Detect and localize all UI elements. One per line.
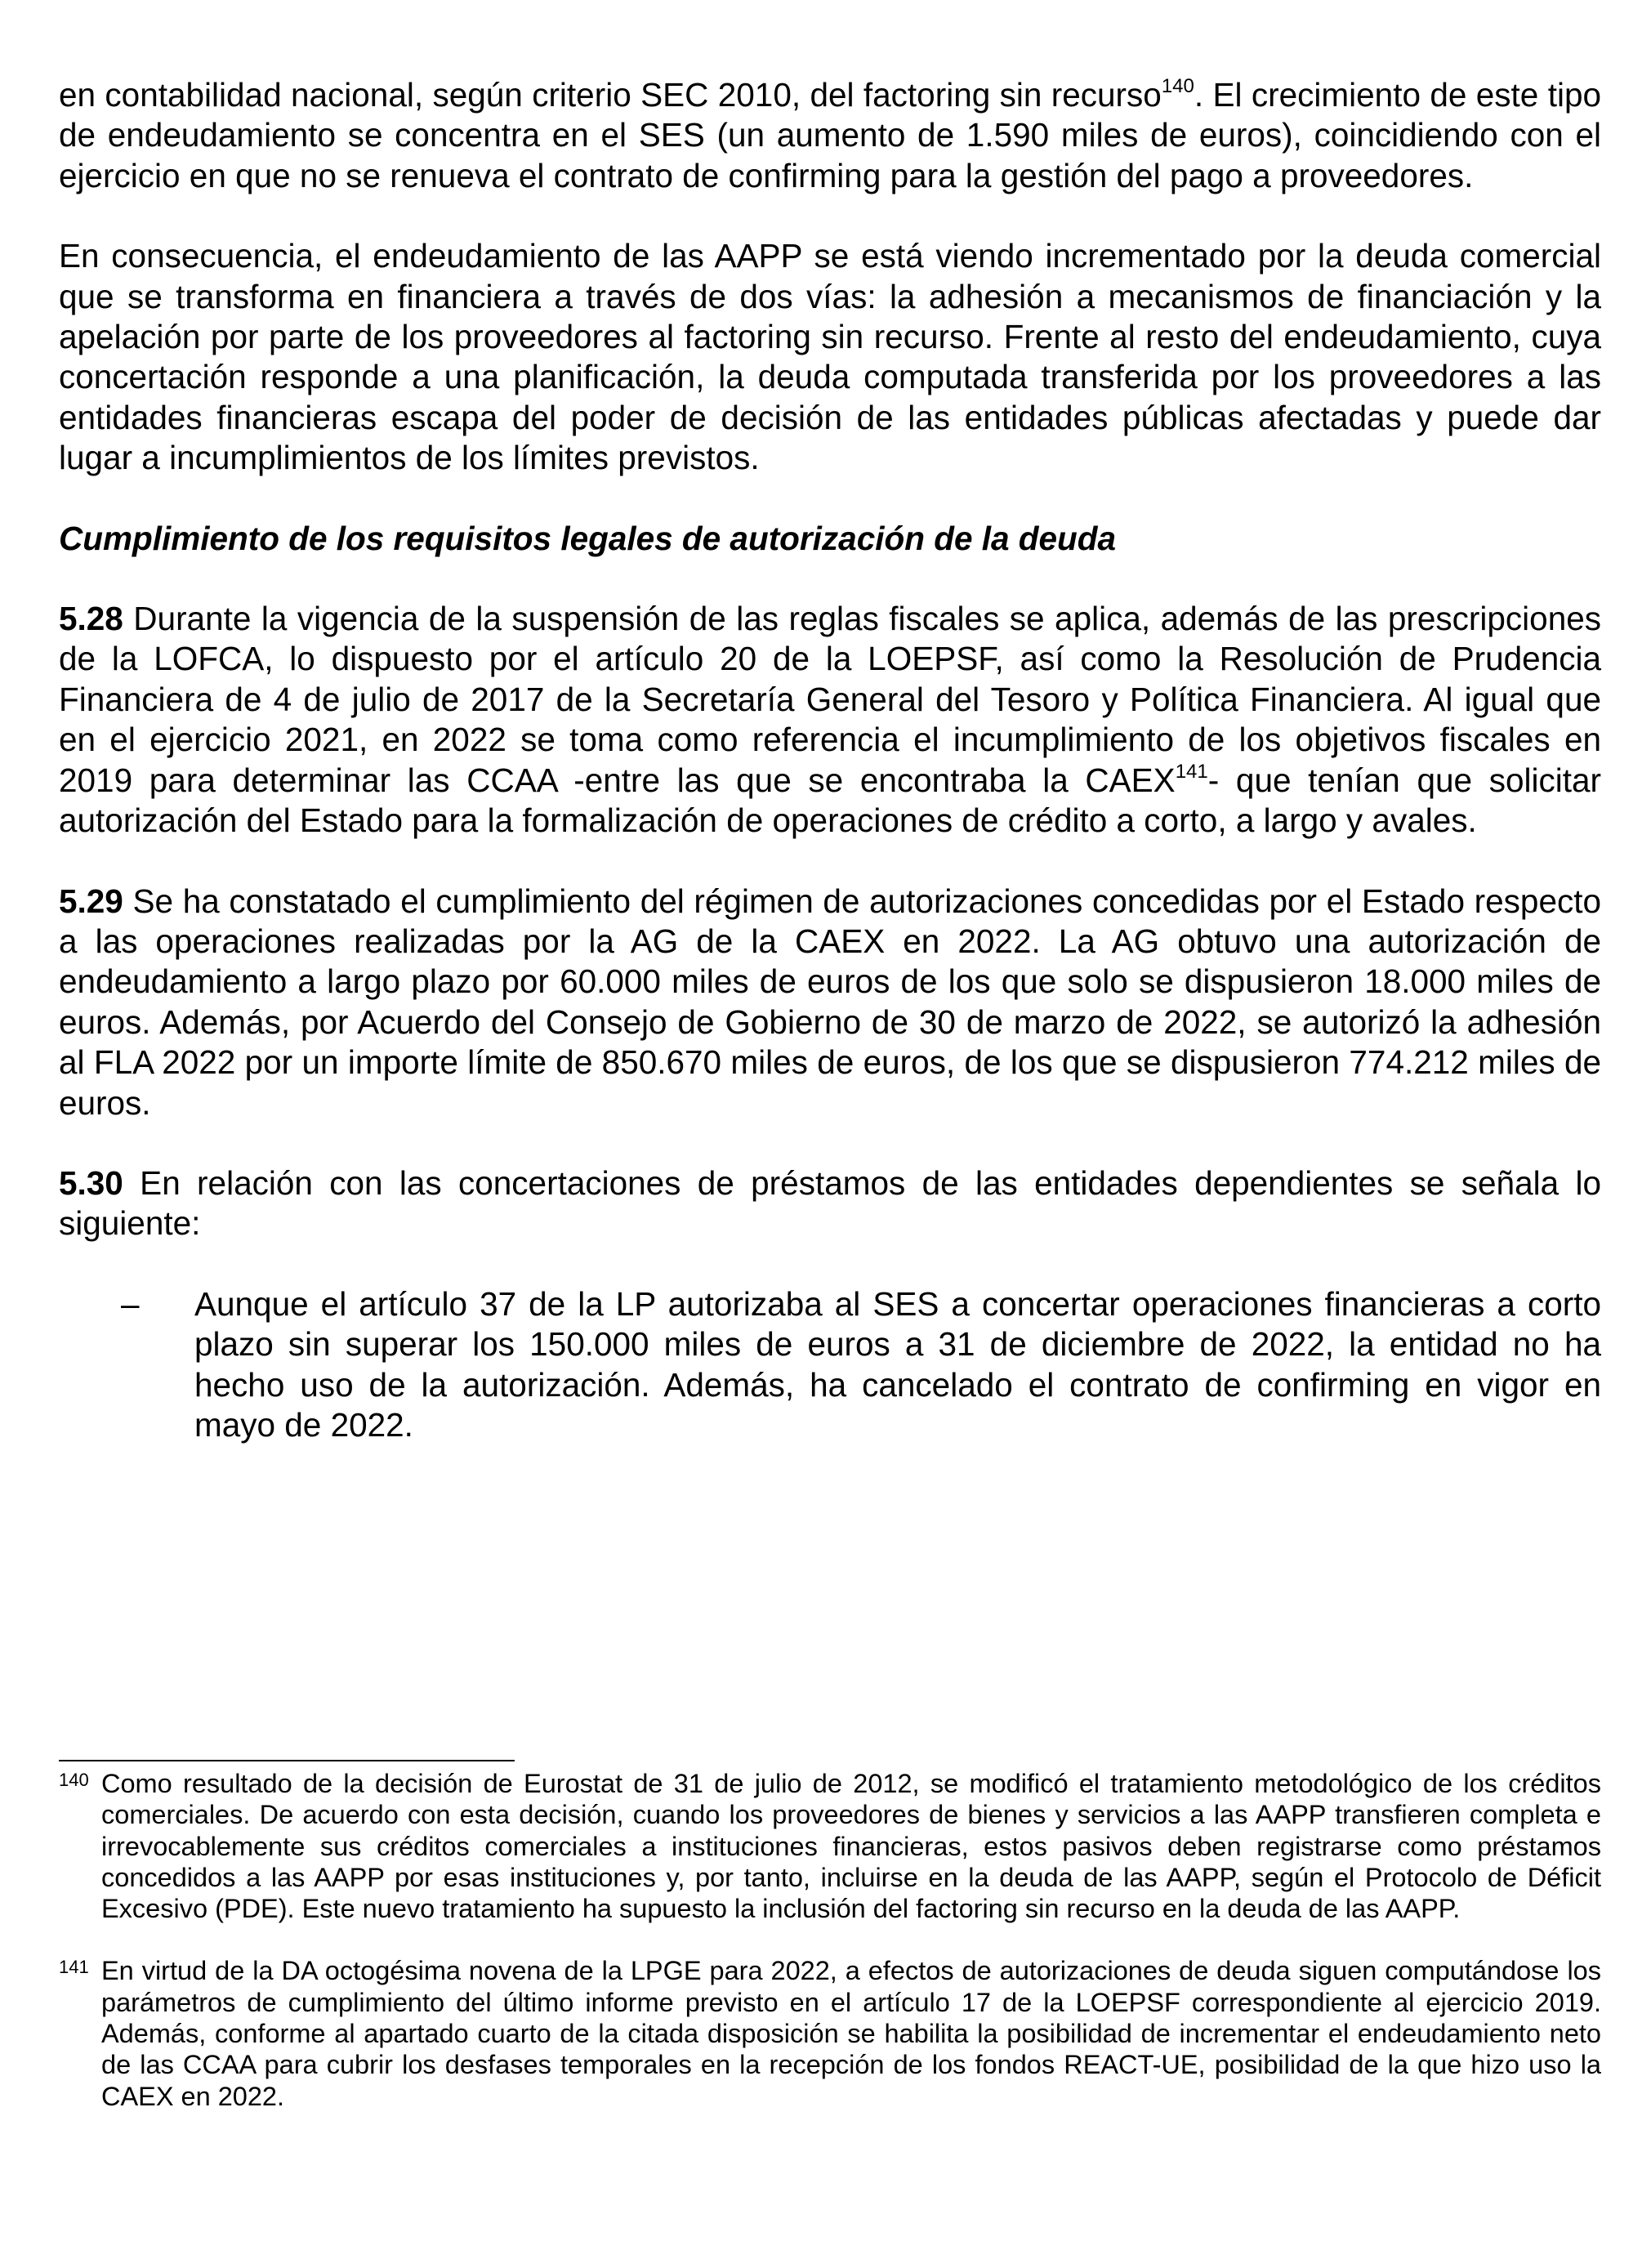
footnote-text: En virtud de la DA octogésima novena de la LPGE para 2022, a efectos de autorizaciones de deuda siguen computándose los parámetros de cumplimiento del último informe previsto en el artículo 17 de la LOEPSF correspondiente al ejercicio 2019. Además, conforme al apartado cuarto de la citada disposición se habilita la posibilidad de incrementar el endeudamiento neto de las CCAA para cubrir los desfases temporales en la recepción de los fondos REACT-UE, posibilidad de la que hizo uso la CAEX en 2022. xyxy=(101,1956,1601,2111)
spacer xyxy=(59,842,1601,882)
paragraph-text: en contabilidad nacional, según criterio SEC 2010, del factoring sin recurso xyxy=(59,76,1162,114)
spacer xyxy=(59,559,1601,599)
section-heading: Cumplimiento de los requisitos legales de autorización de la deuda xyxy=(59,519,1117,557)
paragraph-5-29 xyxy=(59,882,1601,1123)
footnote-140 xyxy=(59,1768,1601,1924)
paragraph-number: 5.30 xyxy=(59,1163,123,1202)
spacer xyxy=(59,479,1601,519)
document-body xyxy=(59,75,1601,1445)
paragraph-5-30 xyxy=(59,1163,1601,1244)
paragraph-text: - que tenían que solicitar autorización del Estado para la formalización de operaciones de crédito a corto, a largo y avales. xyxy=(59,761,1601,840)
paragraph-number: 5.28 xyxy=(59,600,123,638)
footnotes xyxy=(59,1768,1601,2112)
footnote-text: Como resultado de la decisión de Eurostat de 31 de julio de 2012, se modificó el tratamiento metodológico de los créditos comerciales. De acuerdo con esta decisión, cuando los proveedores de bienes y servicios a las AAPP transfieren completa e irrevocablemente sus créditos comerciales a instituciones financieras, estos pasivos deben registrarse como préstamos concedidos a las AAPP por esas instituciones y, por tanto, incluirse en la deuda de las AAPP, según el Protocolo de Déficit Excesivo (PDE). Este nuevo tratamiento ha supuesto la inclusión del factoring sin recurso en la deuda de las AAPP. xyxy=(101,1769,1601,1924)
paragraph-consequence: En consecuencia, el endeudamiento de las AAPP se está viendo incrementado por la deuda comercial que se transforma en financiera a través de dos vías: la adhesión a mecanismos de financiación y la apelación por parte de los proveedores al factoring sin recurso. Frente al resto del endeudamiento, cuya concertación responde a una planificación, la deuda computada transferida por los proveedores a las entidades financieras escapa del poder de decisión de las entidades públicas afectadas y puede dar lugar a incumplimientos de los límites previstos. xyxy=(59,237,1601,477)
paragraph-text: Se ha constatado el cumplimiento del régimen de autorizaciones concedidas por el Estado respecto a las operaciones realizadas por la AG de la CAEX en 2022. La AG obtuvo una autorización de endeudamiento a largo plazo por 60.000 miles de euros de los que solo se dispusieron 18.000 miles de euros. Además, por Acuerdo del Consejo de Gobierno de 30 de marzo de 2022, se autorizó la adhesión al FLA 2022 por un importe límite de 850.670 miles de euros, de los que se dispusieron 774.212 miles de euros. xyxy=(59,882,1601,1122)
footnote-ref-141[interactable]: 141 xyxy=(1175,760,1208,783)
spacer xyxy=(59,196,1601,236)
footnote-number: 140 xyxy=(59,1770,89,1790)
spacer xyxy=(59,1924,1601,1955)
paragraph-text: En relación con las concertaciones de préstamos de las entidades dependientes se señala lo siguiente: xyxy=(59,1163,1601,1243)
footnote-141 xyxy=(59,1955,1601,2111)
paragraph-continuation xyxy=(59,75,1601,196)
paragraph-text: Durante la vigencia de la suspensión de las reglas fiscales se aplica, además de las prescripciones de la LOFCA, lo dispuesto por el artículo 20 de la LOEPSF, así como la Resolución de Prudencia Financiera de 4 de julio de 2017 de la Secretaría General del Tesoro y Política Financiera. Al igual que en el ejercicio 2021, en 2022 se toma como referencia el incumplimiento de los objetivos fiscales en 2019 para determinar las CCAA -entre las que se encontraba la CAEX xyxy=(59,600,1601,799)
spacer xyxy=(59,1244,1601,1284)
dash-bullet-icon: – xyxy=(121,1284,140,1323)
paragraph-number: 5.29 xyxy=(59,882,123,920)
bullet-item xyxy=(59,1284,1601,1446)
footnote-number: 141 xyxy=(59,1957,89,1978)
footnote-ref-140[interactable]: 140 xyxy=(1161,75,1194,98)
spacer xyxy=(59,1123,1601,1163)
bullet-text: Aunque el artículo 37 de la LP autorizaba al SES a concertar operaciones financieras a corto plazo sin superar los 150.000 miles de euros a 31 de diciembre de 2022, la entidad no ha hecho uso de la autorización. Además, ha cancelado el contrato de confirming en vigor en mayo de 2022. xyxy=(194,1284,1601,1444)
paragraph-text: . El crecimiento de este tipo de endeudamiento se concentra en el SES (un aumento de 1.590 miles de euros), coincidiendo con el ejercicio en que no se renueva el contrato de confirming para la gestión del pago a proveedores. xyxy=(59,76,1601,194)
footnote-separator xyxy=(59,1760,515,1761)
paragraph-5-28 xyxy=(59,599,1601,841)
